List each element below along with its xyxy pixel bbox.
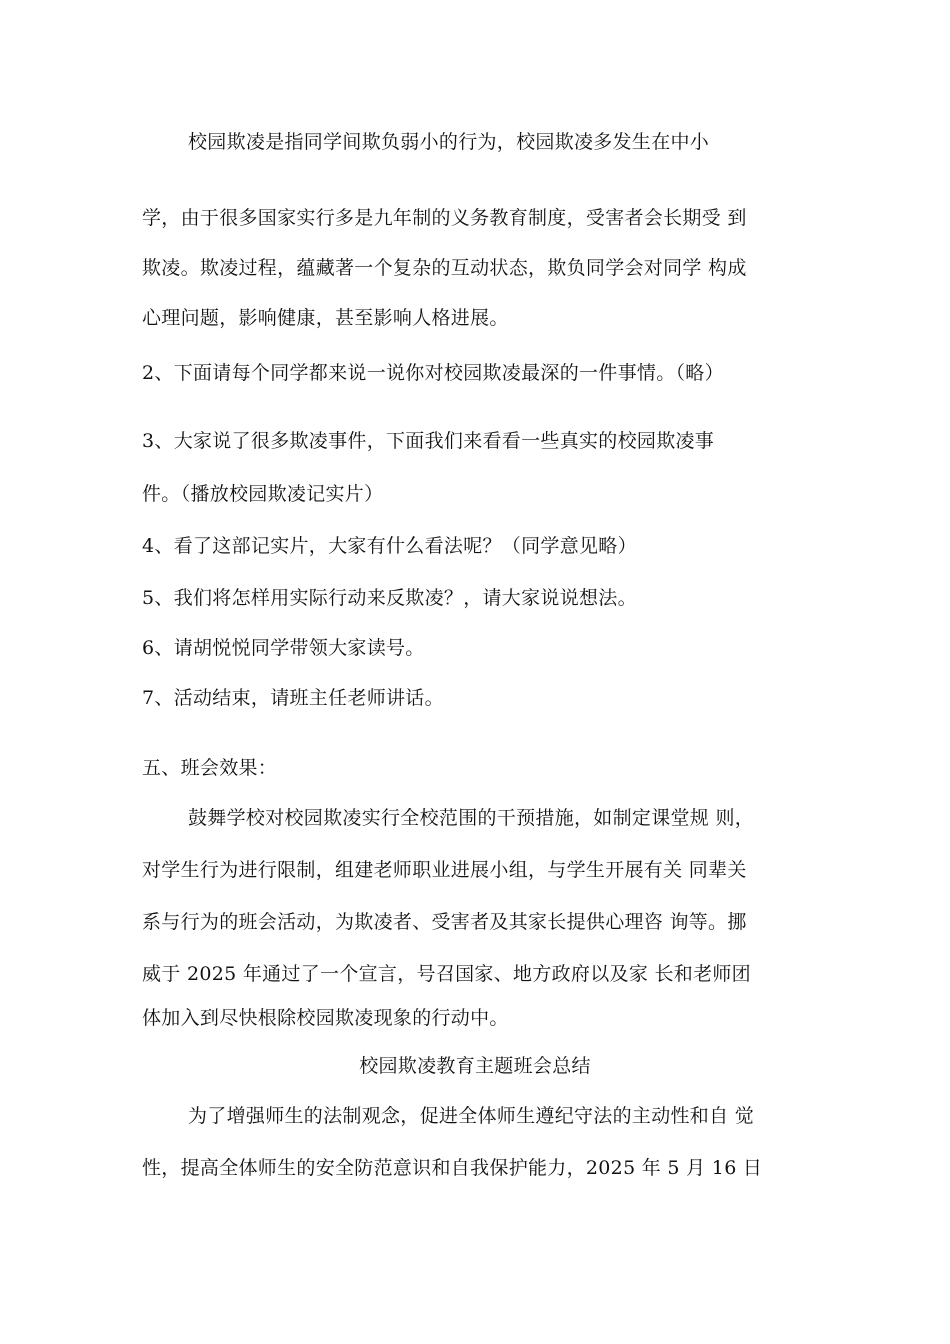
paragraph-line: 威于 2025 年通过了一个宣言，号召国家、地方政府以及家 长和老师团 — [142, 963, 751, 985]
section-heading: 五、班会效果： — [142, 757, 278, 779]
document-title: 校园欺凌教育主题班会总结 — [359, 1055, 591, 1077]
list-item: 5、我们将怎样用实际行动来反欺凌？，请大家说说想法。 — [142, 587, 637, 609]
paragraph-line: 性，提高全体师生的安全防范意识和自我保护能力，2025 年 5 月 16 日 — [142, 1157, 763, 1179]
list-item: 7、活动结束，请班主任老师讲话。 — [142, 687, 444, 709]
paragraph-line: 系与行为的班会活动，为欺凌者、受害者及其家长提供心理咨 询等。挪 — [142, 911, 747, 933]
paragraph-line: 体加入到尽快根除校园欺凌现象的行动中。 — [142, 1007, 509, 1029]
paragraph-line: 为了增强师生的法制观念，促进全体师生遵纪守法的主动性和自 觉 — [188, 1105, 755, 1127]
paragraph-line: 校园欺凌是指同学间欺负弱小的行为，校园欺凌多发生在中小 — [188, 131, 710, 153]
paragraph-line: 鼓舞学校对校园欺凌实行全校范围的干预措施，如制定课堂规 则， — [188, 807, 755, 829]
paragraph-line: 欺凌。欺凌过程，蕴藏著一个复杂的互动状态，欺负同学会对同学 构成 — [142, 257, 747, 279]
list-item: 2、下面请每个同学都来说一说你对校园欺凌最深的一件事情。（略） — [142, 362, 724, 384]
list-item: 6、请胡悦悦同学带领大家读号。 — [142, 637, 425, 659]
paragraph-line: 学，由于很多国家实行多是九年制的义务教育制度，受害者会长期受 到 — [142, 207, 747, 229]
list-item: 3、大家说了很多欺凌事件，下面我们来看看一些真实的校园欺凌事 — [142, 430, 715, 452]
paragraph-line: 对学生行为进行限制，组建老师职业进展小组，与学生开展有关 同辈关 — [142, 859, 747, 881]
list-item-continuation: 件。（播放校园欺凌记实片） — [142, 483, 384, 505]
list-item: 4、看了这部记实片，大家有什么看法呢？（同学意见略） — [142, 535, 637, 557]
paragraph-line: 心理问题，影响健康，甚至影响人格进展。 — [142, 307, 509, 329]
